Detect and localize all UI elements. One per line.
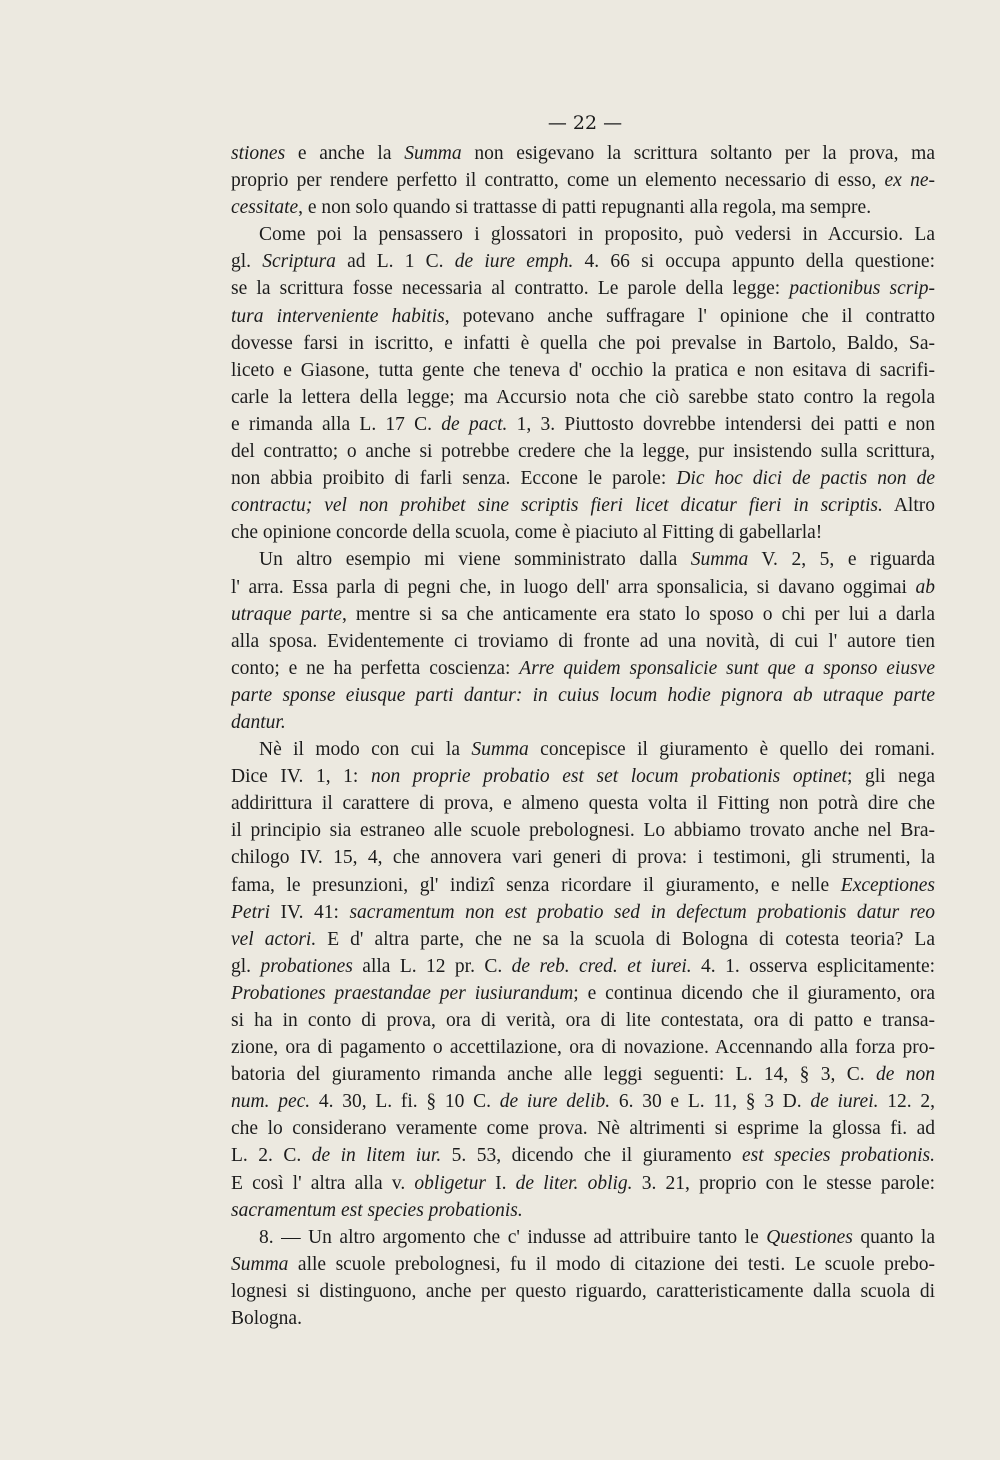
italic-text: Dic hoc dici de pactis non de [676, 468, 935, 490]
text-line [231, 628, 935, 655]
text-run: quanto la [852, 1226, 935, 1248]
text-line [231, 438, 935, 465]
text-run: zione, ora di pagamento o accettilazione, ora di novazione. Accennando alla forza pro- [231, 1037, 935, 1059]
text-run: non esigevano la scrittura soltanto per la prova, ma [461, 143, 935, 164]
text-run: che lo considerano veramente come prova. Nè altrimenti si esprime la glossa fi. ad [231, 1118, 935, 1140]
text-run: ad L. 1 C. [335, 251, 455, 273]
text-line [231, 1061, 935, 1088]
italic-text: contractu; vel non prohibet sine scriptis fieri licet dicatur fieri in scriptis. [231, 495, 883, 517]
italic-text: de iure delib. [499, 1091, 611, 1113]
text-line [231, 1142, 935, 1169]
text-run: che opinione concorde della scuola, come è piaciuto al Fitting di gabellarla! [231, 522, 823, 544]
text-run: Bologna. [231, 1308, 302, 1330]
italic-text: Probationes praestandae per iusiurandum [231, 982, 574, 1004]
text-line [231, 275, 935, 302]
text-run: Altro [882, 495, 935, 517]
text-line [231, 1197, 935, 1224]
text-line [231, 167, 935, 194]
text-line [231, 655, 935, 682]
text-run: I. [485, 1172, 516, 1194]
text-run: non abbia proibito di farli senza. Eccone le parole: [231, 468, 677, 490]
italic-text: Summa [404, 143, 462, 164]
text-line [231, 682, 935, 709]
text-line [231, 1278, 935, 1305]
text-line [231, 411, 935, 438]
italic-text: vel actori. [231, 928, 317, 950]
text-run: E così l' altra alla v. [231, 1172, 415, 1194]
text-line [231, 601, 935, 628]
italic-text: parte sponse eiusque parti dantur: in cuius locum hodie pignora ab utraque parte [231, 684, 935, 706]
italic-text: tura interveniente habitis [231, 305, 445, 327]
text-run: batoria del giuramento rimanda anche alle leggi seguenti: L. 14, § 3, C. [231, 1064, 876, 1086]
italic-text: de iure emph. [454, 251, 574, 273]
text-line [231, 492, 935, 519]
text-run: chilogo IV. 15, 4, che annovera vari generi di prova: i testimoni, gli strumenti, la [231, 847, 935, 869]
italic-text: de non [875, 1064, 935, 1086]
italic-text: Summa [471, 739, 529, 761]
text-run: Un altro esempio mi viene somministrato dalla [259, 549, 691, 571]
text-run: , potevano anche suffragare l' opinione che il contratto [444, 305, 935, 327]
text-run: 4. 66 si occupa appunto della questione: [573, 251, 935, 273]
text-line [231, 248, 935, 275]
text-run: alla L. 12 pr. C. [352, 955, 512, 977]
text-line [231, 1170, 935, 1197]
text-line [231, 465, 935, 492]
text-run: ; gli nega [846, 766, 935, 788]
text-run: 4. 1. osserva esplicitamente: [691, 955, 935, 977]
italic-text: de reb. cred. et iurei. [511, 955, 692, 977]
text-line [231, 140, 935, 167]
text-line [231, 980, 935, 1007]
text-line [231, 709, 935, 736]
text-run: dovesse farsi in iscritto, e infatti è quella che poi prevalse in Bartolo, Baldo, Sa- [231, 332, 935, 354]
italic-text: de in litem iur. [311, 1145, 442, 1167]
italic-text: ab [915, 576, 935, 598]
text-line [231, 926, 935, 953]
text-run: gl. [231, 251, 263, 273]
italic-text: Summa [690, 549, 749, 571]
italic-text: dantur. [231, 711, 286, 733]
text-run: alle scuole prebolognesi, fu il modo di citazione dei testi. Le scuole prebo- [288, 1253, 935, 1275]
text-run: Come poi la pensassero i glossatori in proposito, può vedersi in Accursio. La [259, 224, 935, 246]
italic-text: de pact. [441, 413, 508, 435]
text-run: Nè il modo con cui la [259, 739, 472, 761]
text-line [231, 330, 935, 357]
text-run: se la scrittura fosse necessaria al contratto. Le parole della legge: [231, 278, 790, 300]
body-text [231, 140, 935, 1332]
text-line [231, 574, 935, 601]
text-run: alla sposa. Evidentemente ci troviamo di fronte ad una novità, di cui l' autore tien [231, 630, 935, 652]
italic-text: Petri [231, 901, 270, 923]
italic-text: de liter. oblig. [515, 1172, 633, 1194]
text-line [231, 384, 935, 411]
text-run: 3. 21, proprio con le stesse parole: [632, 1172, 935, 1194]
text-line [231, 1224, 935, 1251]
italic-text: utraque parte [231, 603, 342, 625]
text-run: il principio sia estraneo alle scuole prebolognesi. Lo abbiamo trovato anche nel Bra- [231, 820, 935, 842]
italic-text: probationes [260, 955, 353, 977]
text-run: e anche la [285, 143, 405, 164]
text-line [231, 763, 935, 790]
text-line [231, 1251, 935, 1278]
italic-text: de iurei. [810, 1091, 879, 1113]
text-run: 1, 3. Piuttosto dovrebbe intendersi dei patti e non [507, 413, 935, 435]
text-line [231, 736, 935, 763]
text-line [231, 1034, 935, 1061]
text-run: gl. [231, 955, 261, 977]
text-run: 5. 53, dicendo che il giuramento [441, 1145, 742, 1167]
italic-text: ex ne- [884, 170, 935, 192]
italic-text: cessitate [231, 197, 299, 219]
italic-text: stiones [231, 143, 286, 164]
italic-text: sacramentum non est probatio sed in defectum probationis datur reo [349, 901, 935, 923]
text-run: E d' altra parte, che ne sa la scuola di Bologna di cotesta teoria? La [316, 928, 935, 950]
text-run: proprio per rendere perfetto il contratto, come un elemento necessario di esso, [231, 170, 885, 192]
text-line [231, 303, 935, 330]
text-run: addirittura il carattere di prova, e almeno questa volta il Fitting non potrà dire che [231, 793, 935, 815]
text-line [231, 953, 935, 980]
text-run: 6. 30 e L. 11, § 3 D. [610, 1091, 811, 1113]
text-run: conto; e ne ha perfetta coscienza: [231, 657, 520, 679]
italic-text: Summa [231, 1253, 289, 1275]
text-run: carle la lettera della legge; ma Accursio nota che ciò sarebbe stato contro la regola [231, 386, 935, 408]
text-run: si ha in conto di prova, ora di verità, ora di lite contestata, ora di patto e transa- [231, 1010, 935, 1031]
text-run: lognesi si distinguono, anche per questo riguardo, caratteristicamente dalla scuola di [231, 1280, 935, 1302]
italic-text: Questiones [766, 1226, 853, 1248]
text-run: l' arra. Essa parla di pegni che, in luogo dell' arra sponsalicia, si davano oggimai [231, 576, 916, 598]
text-run: concepisce il giuramento è quello dei romani. [528, 739, 935, 761]
italic-text: non proprie probatio est set locum probationis optinet [370, 766, 847, 788]
text-line [231, 844, 935, 871]
italic-text: num. pec. [231, 1091, 311, 1113]
text-run: , mentre si sa che anticamente era stato lo sposo o chi per lui a darla [341, 603, 935, 625]
text-line [231, 1007, 935, 1034]
text-run: del contratto; o anche si potrebbe credere che la legge, pur insistendo sulla scrittura, [231, 441, 935, 463]
italic-text: Arre quidem sponsalicie sunt que a sponso eiusve [519, 657, 935, 679]
text-line [231, 790, 935, 817]
text-line [231, 817, 935, 844]
text-line [231, 872, 935, 899]
text-run: IV. 41: [270, 901, 350, 923]
text-run: 12. 2, [878, 1091, 935, 1113]
text-line [231, 519, 935, 546]
text-run: Dice IV. 1, 1: [231, 766, 371, 788]
text-line [231, 546, 935, 573]
italic-text: Exceptiones [840, 874, 935, 896]
text-line [231, 899, 935, 926]
text-line [231, 357, 935, 384]
text-run: ; e continua dicendo che il giuramento, ora [573, 982, 935, 1004]
text-line [231, 221, 935, 248]
text-run: L. 2. C. [231, 1145, 312, 1167]
page-number: — 22 — [547, 112, 623, 134]
text-run: 8. — Un altro argomento che c' indusse ad attribuire tanto le [259, 1226, 767, 1248]
italic-text: Scriptura [262, 251, 336, 273]
text-line [231, 1088, 935, 1115]
text-run: V. 2, 5, e riguarda [748, 549, 935, 571]
text-line [231, 1305, 935, 1332]
text-run: liceto e Giasone, tutta gente che teneva d' occhio la pratica e non esitava di sacrifi- [231, 359, 935, 381]
text-line [231, 194, 935, 221]
text-run: fama, le presunzioni, gl' indizî senza ricordare il giuramento, e nelle [231, 874, 841, 896]
italic-text: sacramentum est species probationis. [231, 1199, 523, 1221]
italic-text: pactionibus scrip- [789, 278, 935, 300]
text-run: , e non solo quando si trattasse di patti repugnanti alla regola, ma sempre. [298, 197, 872, 219]
italic-text: est species probationis. [741, 1145, 935, 1167]
text-line [231, 1115, 935, 1142]
text-run: 4. 30, L. fi. § 10 C. [310, 1091, 500, 1113]
italic-text: obligetur [414, 1172, 486, 1194]
text-run: e rimanda alla L. 17 C. [231, 413, 442, 435]
